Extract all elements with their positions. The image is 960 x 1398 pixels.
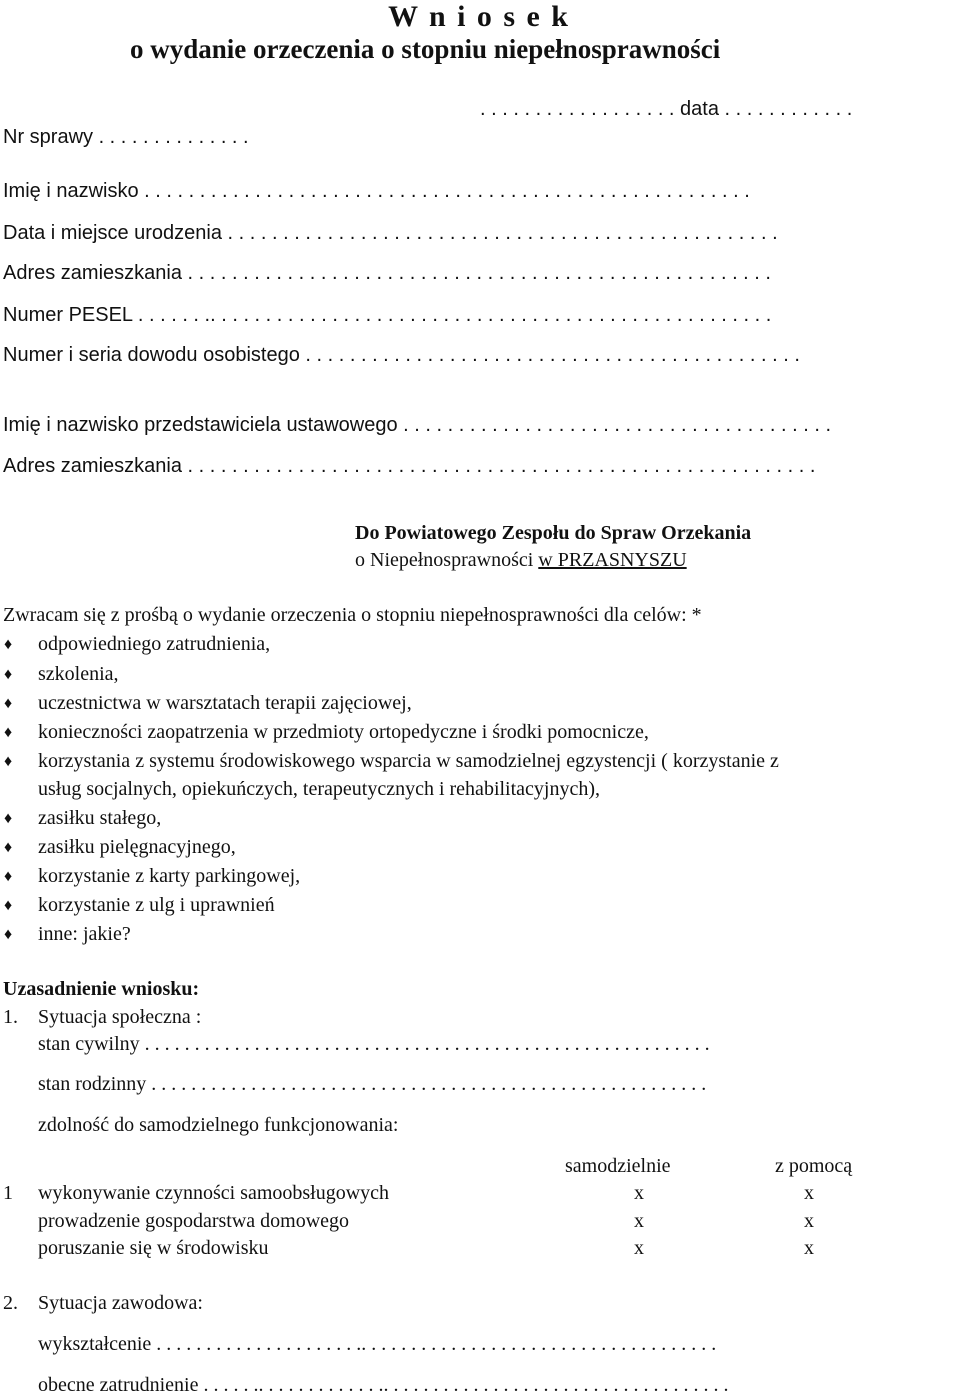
addressee-city: w PRZASNYSZU <box>538 549 687 571</box>
purpose-item: uczestnictwa w warsztatach terapii zajęciowej, <box>38 692 412 714</box>
table-row-label: wykonywanie czynności samoobsługowych <box>38 1182 390 1204</box>
marital-status-field[interactable]: stan cywilny . . . . . . . . . . . . . . . . . . . . . . . . . . . . . . . . . . . . . . . . . . . . . . . . . . . . . . . . . <box>38 1033 710 1055</box>
purpose-item: szkolenia, <box>38 663 119 685</box>
justification-heading: Uzasadnienie wniosku: <box>3 978 200 1000</box>
birth-date-place-field[interactable]: Data i miejsce urodzenia . . . . . . . . . . . . . . . . . . . . . . . . . . . . . . . . . . . . . . . . . . . . . . . . . . <box>3 222 778 244</box>
checkbox-assisted[interactable]: x <box>804 1237 814 1259</box>
purpose-item: korzystania z systemu środowiskowego wsparcia w samodzielnej egzystencji ( korzystanie z <box>38 750 779 772</box>
bullet-diamond-icon: ♦ <box>4 695 13 712</box>
bullet-diamond-icon: ♦ <box>4 724 13 741</box>
social-situation-label: Sytuacja społeczna : <box>38 1006 202 1028</box>
table-row-label: poruszanie się w środowisku <box>38 1237 269 1259</box>
purpose-item: inne: jakie? <box>38 923 131 945</box>
family-status-field[interactable]: stan rodzinny . . . . . . . . . . . . . . . . . . . . . . . . . . . . . . . . . . . . . . . . . . . . . . . . . . . . . . . . <box>38 1073 707 1095</box>
date-field[interactable]: . . . . . . . . . . . . . . . . . . data . . . . . . . . . . . . <box>480 98 853 120</box>
applicant-name-field[interactable]: Imię i nazwisko . . . . . . . . . . . . . . . . . . . . . . . . . . . . . . . . . . . . . . . . . . . . . . . . . . . . . . . <box>3 180 750 202</box>
purpose-item: zasiłku pielęgnacyjnego, <box>38 836 236 858</box>
education-field[interactable]: wykształcenie . . . . . . . . . . . . . . . . . . . . .. . . . . . . . . . . . . . . . . . . . . . . . . . . . . . . . . . . . <box>38 1333 717 1355</box>
request-intro: Zwracam się z prośbą o wydanie orzeczenia o stopniu niepełnosprawności dla celów: * <box>3 604 702 626</box>
checkbox-independent[interactable]: x <box>634 1237 644 1259</box>
purpose-item: zasiłku stałego, <box>38 807 162 829</box>
purpose-item: korzystanie z ulg i uprawnień <box>38 894 275 916</box>
bullet-diamond-icon: ♦ <box>4 868 13 885</box>
purpose-item-continuation: usług socjalnych, opiekuńczych, terapeutycznych i rehabilitacyjnych), <box>38 778 601 800</box>
bullet-diamond-icon: ♦ <box>4 753 13 770</box>
work-situation-label: Sytuacja zawodowa: <box>38 1292 203 1314</box>
addressee-line2-prefix: o Niepełnosprawności <box>355 549 539 571</box>
id-card-field[interactable]: Numer i seria dowodu osobistego . . . . . . . . . . . . . . . . . . . . . . . . . . . . . . . . . . . . . . . . . . . . . <box>3 344 800 366</box>
applicant-address-field[interactable]: Adres zamieszkania . . . . . . . . . . . . . . . . . . . . . . . . . . . . . . . . . . . . . . . . . . . . . . . . . . . . . <box>3 262 771 284</box>
capability-label: zdolność do samodzielnego funkcjonowania: <box>38 1114 399 1136</box>
purpose-item: korzystanie z karty parkingowej, <box>38 865 301 887</box>
section-number: 1. <box>3 1006 18 1028</box>
current-employment-field[interactable]: obecne zatrudnienie . . . . . .. . . . . . . . . . . . .. . . . . . . . . . . . . . . . . . . . . . . . . . . . . . . . . . . <box>38 1374 729 1396</box>
column-header-independent: samodzielnie <box>565 1155 671 1177</box>
bullet-diamond-icon: ♦ <box>4 666 13 683</box>
bullet-diamond-icon: ♦ <box>4 810 13 827</box>
bullet-diamond-icon: ♦ <box>4 839 13 856</box>
table-row-number: 1 <box>3 1182 13 1204</box>
section-number: 2. <box>3 1292 18 1314</box>
bullet-diamond-icon: ♦ <box>4 897 13 914</box>
representative-address-field[interactable]: Adres zamieszkania . . . . . . . . . . . . . . . . . . . . . . . . . . . . . . . . . . . . . . . . . . . . . . . . . . . . . . . . . <box>3 455 816 477</box>
purpose-item: konieczności zaopatrzenia w przedmioty ortopedyczne i środki pomocnicze, <box>38 721 649 743</box>
case-number-field[interactable]: Nr sprawy . . . . . . . . . . . . . . <box>3 126 249 148</box>
table-row-label: prowadzenie gospodarstwa domowego <box>38 1210 350 1232</box>
checkbox-independent[interactable]: x <box>634 1182 644 1204</box>
bullet-diamond-icon: ♦ <box>4 926 13 943</box>
document-subtitle: o wydanie orzeczenia o stopniu niepełnosprawności <box>130 34 721 64</box>
checkbox-assisted[interactable]: x <box>804 1210 814 1232</box>
document-title: W n i o s e k <box>388 0 570 33</box>
addressee-line2 <box>355 549 687 572</box>
purpose-item: odpowiedniego zatrudnienia, <box>38 633 271 655</box>
representative-name-field[interactable]: Imię i nazwisko przedstawiciela ustawowego . . . . . . . . . . . . . . . . . . . . . . . . . . . . . . . . . . . . . . . <box>3 414 832 436</box>
column-header-assisted: z pomocą <box>775 1155 853 1177</box>
checkbox-independent[interactable]: x <box>634 1210 644 1232</box>
checkbox-assisted[interactable]: x <box>804 1182 814 1204</box>
pesel-field[interactable]: Numer PESEL . . . . . . .. . . . . . . . . . . . . . . . . . . . . . . . . . . . . . . . . . . . . . . . . . . . . . . . . . . <box>3 304 772 326</box>
bullet-diamond-icon: ♦ <box>4 636 13 653</box>
addressee-line1: Do Powiatowego Zespołu do Spraw Orzekania <box>355 522 752 544</box>
